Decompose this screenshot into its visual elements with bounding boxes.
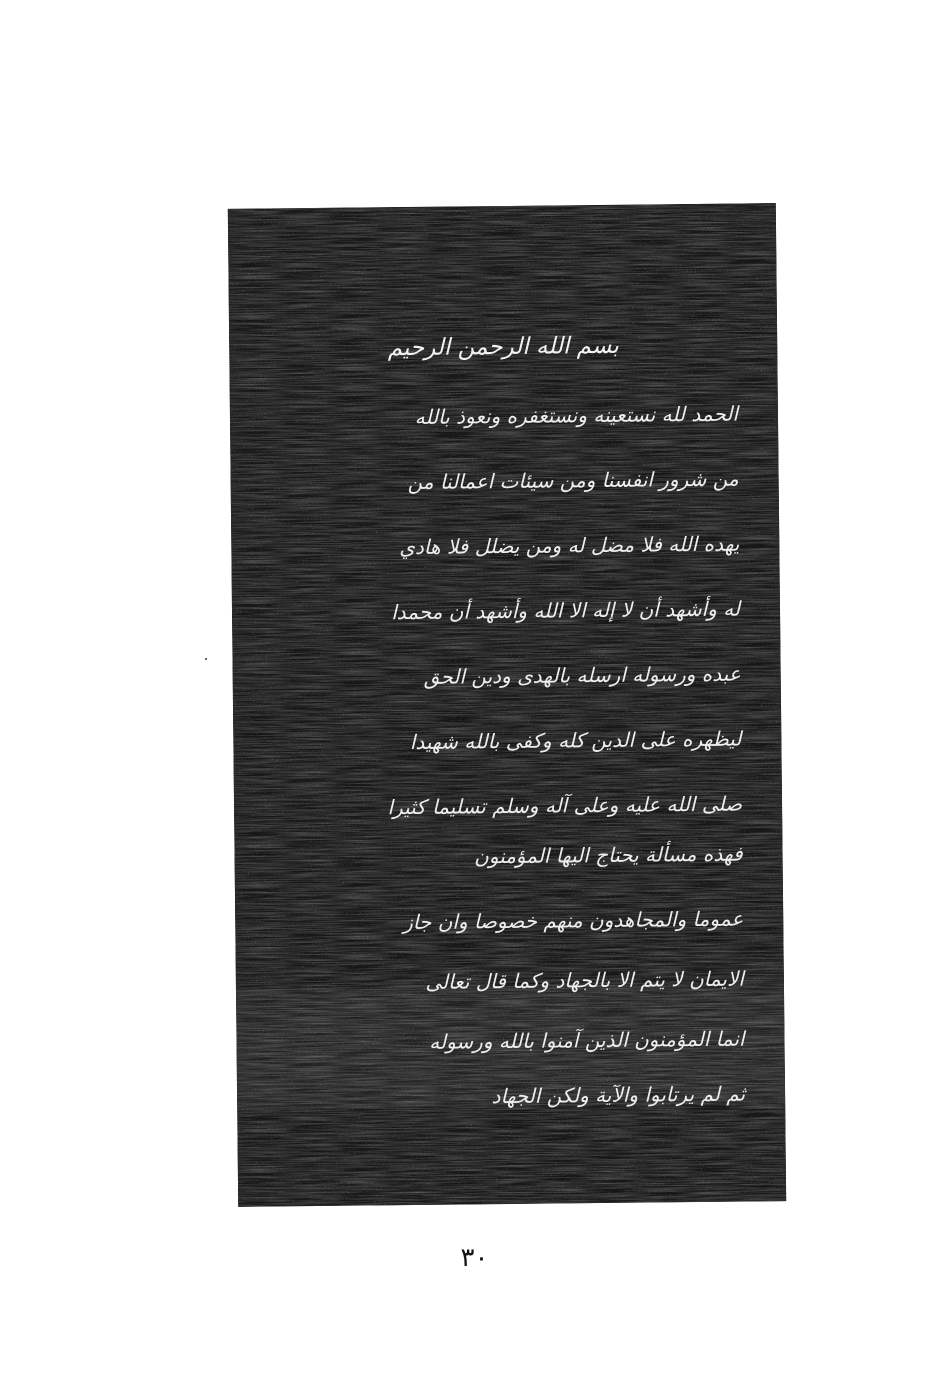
basmala-heading: بسم الله الرحمن الرحيم [387, 332, 619, 362]
manuscript-line: الايمان لا يتم الا بالجهاد وكما قال تعالى [425, 966, 745, 994]
manuscript-line: ثم لم يرتابوا والآية ولكن الجهاد [491, 1081, 746, 1109]
manuscript-line: عبده ورسوله ارسله بالهدى ودين الحق [423, 661, 741, 689]
manuscript-line: انما المؤمنون الذين آمنوا بالله ورسوله [429, 1026, 745, 1054]
manuscript-line: عموما والمجاهدون منهم خصوصا وان جاز [403, 906, 744, 935]
page-number: ٣٠ [460, 1243, 489, 1273]
manuscript-line: له وأشهد أن لا إله الا الله وأشهد أن محمدا [391, 596, 741, 625]
scan-speck [205, 658, 207, 660]
manuscript-line: صلى الله عليه وعلى آله وسلم تسليما كثيرا [387, 791, 743, 820]
manuscript-text [228, 203, 786, 1207]
scan-speck [763, 290, 766, 297]
scanned-manuscript-panel [228, 203, 786, 1207]
manuscript-line: يهده الله فلا مضل له ومن يضلل فلا هادي [399, 531, 740, 560]
manuscript-line: من شرور انفسنا ومن سيئات اعمالنا من [407, 466, 739, 495]
manuscript-line: ليظهره على الدين كله وكفى بالله شهيدا [409, 726, 742, 755]
manuscript-line: فهذه مسألة يحتاج اليها المؤمنون [473, 841, 743, 869]
manuscript-line: الحمد لله نستعينه ونستغفره ونعوذ بالله [414, 401, 739, 429]
